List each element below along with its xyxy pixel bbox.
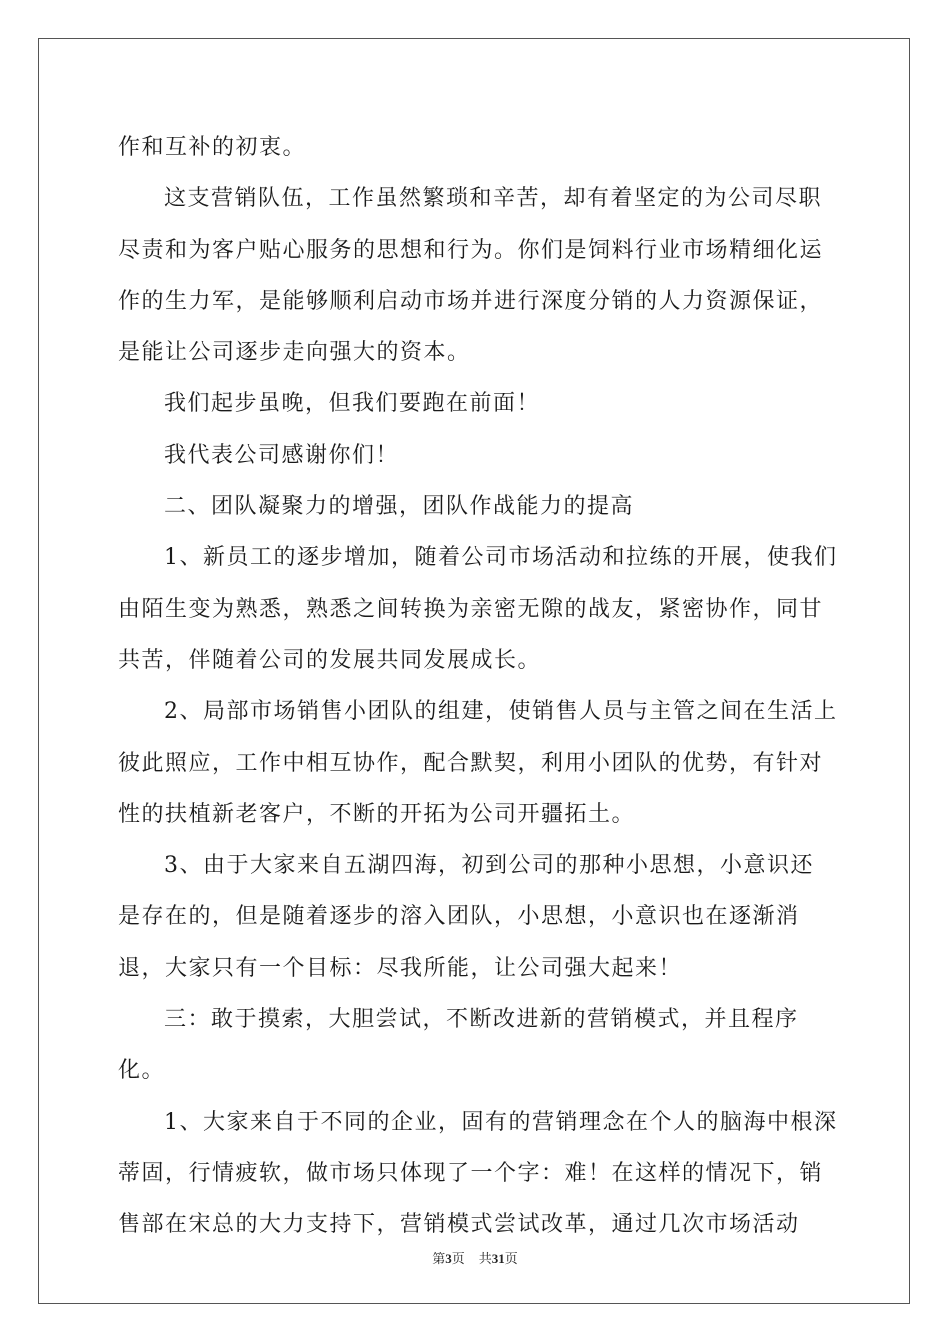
paragraph-9: 是存在的，但是随着逐步的溶入团队，小思想，小意识也在逐渐消退，大家只有一个目标：尽我所能，让公司强大起来！ [118, 904, 800, 981]
total-pages: 31 [491, 1251, 505, 1266]
section-heading-3: 三：敢于摸索，大胆尝试，不断改进新的营销模式，并且程序化。 [118, 1007, 799, 1084]
paragraph-4: 我代表公司感谢你们！ [164, 442, 400, 468]
document-body [118, 122, 840, 1251]
total-suffix: 页 [504, 1252, 518, 1267]
paragraph-7: 2、局部市场销售小团队的组建，使销售人员与主管之间在生活上彼此照应，工作中相互协作，配合默契，利用小团队的优势，有针对性的扶植新老客户，不断的开拓为公司开疆拓土。 [118, 699, 838, 827]
page-suffix: 页 [451, 1252, 465, 1267]
paragraph-6: 1、新员工的逐步增加，随着公司市场活动和拉练的开展，使我们由陌生变为熟悉，熟悉之间转换为亲密无隙的战友，紧密协作，同甘共苦，伴随着公司的发展共同发展成长。 [118, 545, 838, 673]
paragraph-3: 我们起步虽晚，但我们要跑在前面！ [164, 391, 541, 417]
total-prefix: 共 [478, 1252, 492, 1267]
paragraph-8: 3、由于大家来自五湖四海，初到公司的那种小思想，小意识还 [164, 853, 814, 879]
paragraph-11: 1、大家来自于不同的企业，固有的营销理念在个人的脑海中根深蒂固，行情疲软，做市场只体现了一个字：难！在这样的情况下，销售部在宋总的大力支持下，营销模式尝试改革，通过几次市场活动 [118, 1109, 838, 1238]
paragraph-2: 这支营销队伍，工作虽然繁琐和辛苦，却有着坚定的为公司尽职尽责和为客户贴心服务的思想和行为。你们是饲料行业市场精细化运作的生力军，是能够顺利启动市场并进行深度分销的人力资源保证，是能让公司逐步走向强大的资本。 [118, 186, 824, 366]
section-heading-2: 二、团队凝聚力的增强，团队作战能力的提高 [164, 494, 635, 520]
page-prefix: 第 [432, 1252, 446, 1267]
page-number: 3 [445, 1251, 452, 1266]
paragraph-1: 作和互补的初衷。 [118, 135, 307, 160]
page-footer [0, 1248, 950, 1267]
